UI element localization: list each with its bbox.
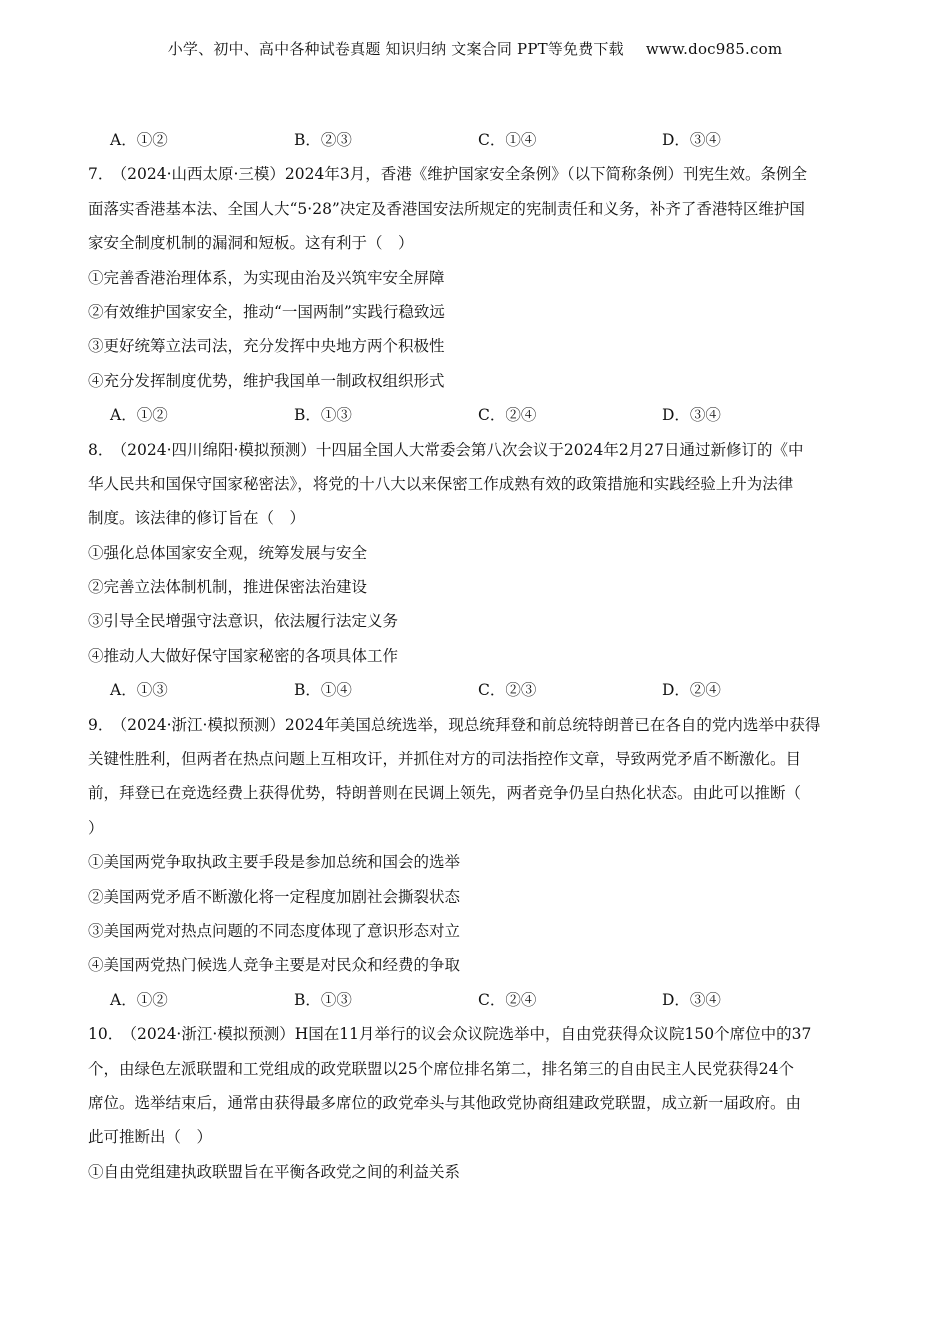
q8-option-a: A．①③ — [110, 681, 168, 700]
q7-option-a: A．①② — [110, 406, 168, 425]
q7-number: 7． — [88, 165, 114, 184]
q6-option-c: C．①④ — [478, 131, 537, 149]
q6-option-b: B．②③ — [294, 131, 352, 149]
q8-statement-1: ①强化总体国家安全观，统筹发展与安全 — [88, 543, 368, 562]
q10-stem-line-4: 此可推断出（ ） — [88, 1128, 213, 1147]
q8-option-b: B．①④ — [294, 681, 352, 700]
q8-number: 8． — [88, 440, 114, 459]
q10-stem-line-2: 个，由绿色左派联盟和工党组成的政党联盟以25个席位排名第二，排名第三的自由民主人民党获得24个 — [88, 1059, 794, 1078]
q9-stem-line-4: ） — [88, 818, 104, 837]
q7-statement-3: ③更好统筹立法司法，充分发挥中央地方两个积极性 — [88, 337, 445, 356]
q9-option-b: B．①③ — [294, 990, 352, 1009]
q9-stem-line-2: 关键性胜利，但两者在热点问题上互相攻讦，并抓住对方的司法指控作文章，导致两党矛盾不断激化。目 — [88, 750, 802, 769]
q7-option-b: B．①③ — [294, 406, 352, 425]
q6-option-d: D．③④ — [662, 131, 721, 149]
q10-stem-line-1 — [88, 1017, 868, 1051]
exam-content — [88, 123, 868, 1189]
q7-stem-text-1: （2024·山西太原·三模）2024年3月，香港《维护国家安全条例》（以下简称条例）刊宪生效。条例全 — [119, 165, 807, 184]
header-site: www.doc985.com — [645, 40, 783, 58]
q7-statement-4: ④充分发挥制度优势，维护我国单一制政权组织形式 — [88, 371, 445, 390]
header-text: 小学、初中、高中各种试卷真题 知识归纳 文案合同 PPT等免费下载 — [167, 40, 624, 58]
page-header — [0, 38, 950, 59]
q9-stem-text-1: （2024·浙江·模拟预测）2024年美国总统选举，现总统拜登和前总统特朗普已在各自的党内选举中获得 — [119, 715, 821, 734]
q8-statement-4: ④推动人大做好保守国家秘密的各项具体工作 — [88, 646, 399, 665]
q8-option-c: C．②③ — [478, 681, 537, 700]
q8-option-d: D．②④ — [662, 681, 721, 700]
q8-statement-2: ②完善立法体制机制，推进保密法治建设 — [88, 578, 368, 597]
q9-option-a: A．①② — [110, 990, 168, 1009]
q9-options — [88, 983, 868, 1017]
q7-statement-1: ①完善香港治理体系，为实现由治及兴筑牢安全屏障 — [88, 268, 445, 287]
q7-stem-line-3: 家安全制度机制的漏洞和短板。这有利于（ ） — [88, 234, 414, 253]
q9-stem-line-1 — [88, 708, 868, 742]
q9-statement-3: ③美国两党对热点问题的不同态度体现了意识形态对立 — [88, 921, 461, 940]
q7-options — [88, 398, 868, 432]
q8-options — [88, 673, 868, 707]
q9-stem-line-3: 前，拜登已在竞选经费上获得优势，特朗普则在民调上领先，两者竞争仍呈白热化状态。由此可以推断（ — [88, 784, 802, 803]
q7-stem-line-2: 面落实香港基本法、全国人大“5·28”决定及香港国安法所规定的宪制责任和义务，补齐了香港特区维护国 — [88, 199, 805, 218]
q10-statement-1: ①自由党组建执政联盟旨在平衡各政党之间的利益关系 — [88, 1162, 461, 1181]
q6-options — [88, 123, 868, 157]
q7-option-c: C．②④ — [478, 406, 537, 425]
q7-stem-line-1 — [88, 157, 868, 191]
q7-statement-2: ②有效维护国家安全，推动“一国两制”实践行稳致远 — [88, 302, 445, 321]
q9-statement-1: ①美国两党争取执政主要手段是参加总统和国会的选举 — [88, 853, 461, 872]
q10-number: 10． — [88, 1025, 124, 1044]
q10-stem-text-1: （2024·浙江·模拟预测）H国在11月举行的议会众议院选举中，自由党获得众议院150个席位中的37 — [129, 1025, 812, 1044]
q10-stem-line-3: 席位。选举结束后，通常由获得最多席位的政党牵头与其他政党协商组建政党联盟，成立新一届政府。由 — [88, 1093, 802, 1112]
q8-stem-line-2: 华人民共和国保守国家秘密法》，将党的十八大以来保密工作成熟有效的政策措施和实践经验上升为法律 — [88, 474, 794, 493]
q6-option-a: A．①② — [110, 131, 168, 149]
q9-statement-2: ②美国两党矛盾不断激化将一定程度加剧社会撕裂状态 — [88, 887, 461, 906]
q9-statement-4: ④美国两党热门候选人竞争主要是对民众和经费的争取 — [88, 956, 461, 975]
q8-stem-text-1: （2024·四川绵阳·模拟预测）十四届全国人大常委会第八次会议于2024年2月27日通过新修订的《中 — [119, 440, 804, 459]
q9-number: 9． — [88, 715, 114, 734]
q9-option-d: D．③④ — [662, 990, 721, 1009]
q8-statement-3: ③引导全民增强守法意识，依法履行法定义务 — [88, 612, 399, 631]
q9-option-c: C．②④ — [478, 990, 537, 1009]
q7-option-d: D．③④ — [662, 406, 721, 425]
q8-stem-line-3: 制度。该法律的修订旨在（ ） — [88, 509, 306, 528]
q8-stem-line-1 — [88, 433, 868, 467]
